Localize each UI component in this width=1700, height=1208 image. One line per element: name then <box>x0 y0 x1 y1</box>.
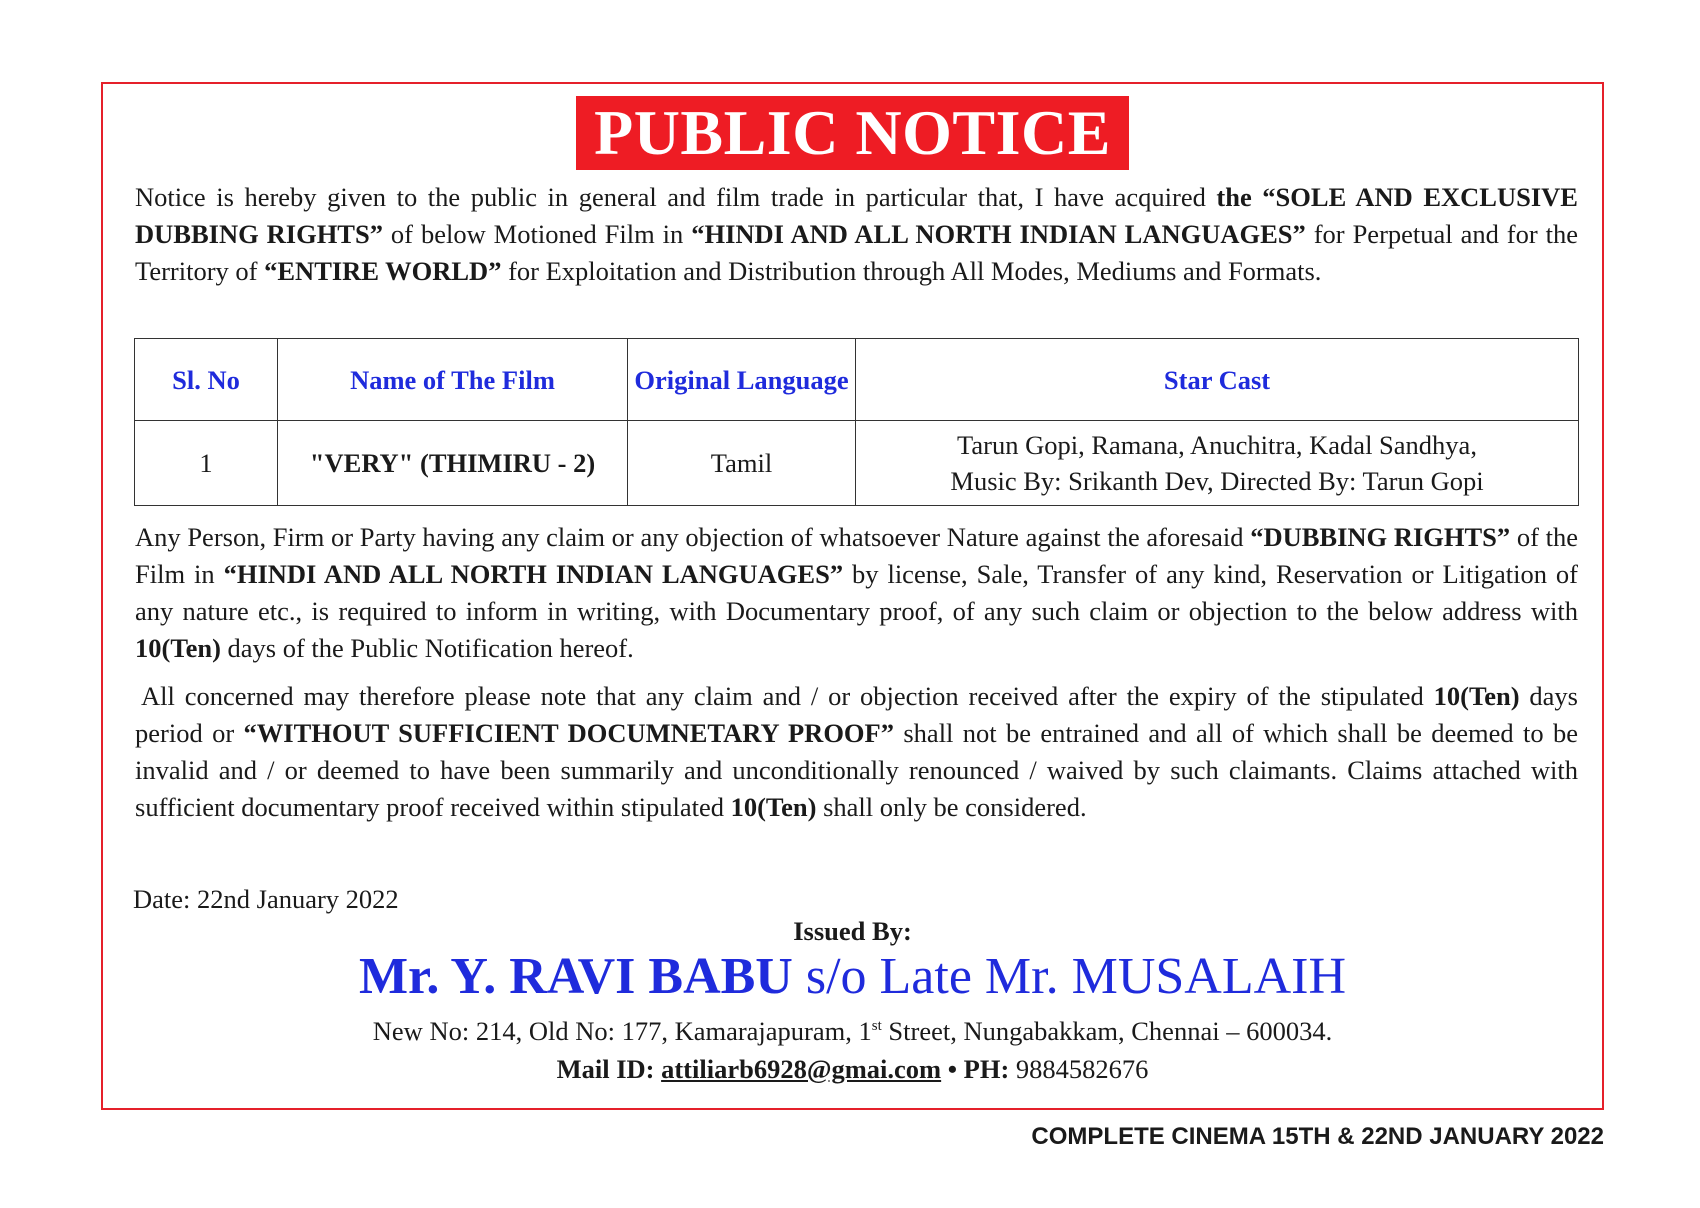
concern-paragraph <box>135 678 1578 826</box>
cell-star-cast <box>856 421 1579 506</box>
concern-bold-2: “WITHOUT SUFFICIENT DOCUMNETARY PROOF” <box>243 718 894 748</box>
intro-text-2: of below Motioned Film in <box>382 219 692 249</box>
cast-line-2: Music By: Srikanth Dev, Directed By: Tarun Gopi <box>950 466 1484 496</box>
intro-bold-3: “ENTIRE WORLD” <box>264 256 502 286</box>
header-sl-no: Sl. No <box>135 339 278 421</box>
address-sup: st <box>871 1018 882 1035</box>
intro-text-3: for Perpetual and for the Territory of <box>135 219 1579 286</box>
claim-text-1: Any Person, Firm or Party having any claim or any objection of whatsoever Nature against the aforesaid <box>135 522 1251 552</box>
table-row <box>135 421 1579 506</box>
issuer-address <box>103 1016 1602 1047</box>
issuer-contact <box>103 1054 1602 1085</box>
address-part-1: New No: 214, Old No: 177, Kamarajapuram, 1 <box>372 1016 872 1046</box>
concern-text-2: days period or <box>135 681 1578 748</box>
header-film-name: Name of The Film <box>278 339 628 421</box>
concern-text-3: shall not be entrained and all of which shall be deemed to be invalid and / or deemed to have been summarily and unconditionally renounced / waived by such claimants. Claims attached with sufficient documentary proof received within stipulated <box>135 718 1578 822</box>
claim-bold-1: “DUBBING RIGHTS” <box>1250 522 1511 552</box>
claim-bold-2: “HINDI AND ALL NORTH INDIAN LANGUAGES” <box>223 559 844 589</box>
intro-bold-1: the “SOLE AND EXCLUSIVE DUBBING RIGHTS” <box>135 182 1578 249</box>
email-link[interactable]: attiliarb6928@gmai.com <box>661 1054 942 1084</box>
intro-text-4: for Exploitation and Distribution through All Modes, Mediums and Formats. <box>501 256 1322 286</box>
intro-paragraph <box>135 179 1578 290</box>
header-original-language: Original Language <box>628 339 856 421</box>
intro-text-1: Notice is hereby given to the public in general and film trade in particular that, I have acquired <box>135 182 1217 212</box>
cell-sl-no: 1 <box>135 421 278 506</box>
concern-text-4: shall only be considered. <box>816 792 1087 822</box>
cell-film-name: "VERY" (THIMIRU - 2) <box>278 421 628 506</box>
issuer-name-bold: Mr. Y. RAVI BABU <box>358 948 793 1005</box>
address-part-2: Street, Nungabakkam, Chennai – 600034. <box>881 1016 1333 1046</box>
phone-number: 9884582676 <box>1015 1054 1149 1084</box>
claim-paragraph <box>135 519 1578 667</box>
issuer-relation: s/o Late Mr. MUSALAIH <box>792 948 1347 1005</box>
claim-text-3: by license, Sale, Transfer of any kind, Reservation or Litigation of any nature etc., is required to inform in writing, with Documentary proof, of any such claim or objection to the below address with <box>135 559 1578 626</box>
mail-label: Mail ID: <box>556 1054 662 1084</box>
issuer-name <box>103 944 1602 1010</box>
cast-line-1: Tarun Gopi, Ramana, Anuchitra, Kadal Sandhya, <box>957 430 1477 460</box>
table-header-row <box>135 339 1579 421</box>
concern-bold-3: 10(Ten) <box>730 792 817 822</box>
header-star-cast: Star Cast <box>856 339 1579 421</box>
notice-title: PUBLIC NOTICE <box>576 96 1129 170</box>
concern-bold-1: 10(Ten) <box>1433 681 1520 711</box>
claim-text-2: of the Film in <box>135 522 1578 589</box>
claim-bold-3: 10(Ten) <box>135 633 221 663</box>
film-table <box>134 338 1579 506</box>
publication-footer: COMPLETE CINEMA 15TH & 22ND JANUARY 2022 <box>1031 1123 1604 1150</box>
issued-by-label: Issued By: <box>793 916 912 946</box>
contact-separator: • <box>941 1054 964 1084</box>
claim-text-4: days of the Public Notification hereof. <box>220 633 634 663</box>
cell-language: Tamil <box>628 421 856 506</box>
notice-date: Date: 22nd January 2022 <box>133 884 399 914</box>
notice-frame <box>101 82 1604 1110</box>
phone-label: PH: <box>963 1054 1016 1084</box>
concern-text-1: All concerned may therefore please note that any claim and / or objection received after the expiry of the stipulated <box>141 681 1434 711</box>
title-wrap <box>103 96 1602 170</box>
intro-bold-2: “HINDI AND ALL NORTH INDIAN LANGUAGES” <box>691 219 1306 249</box>
